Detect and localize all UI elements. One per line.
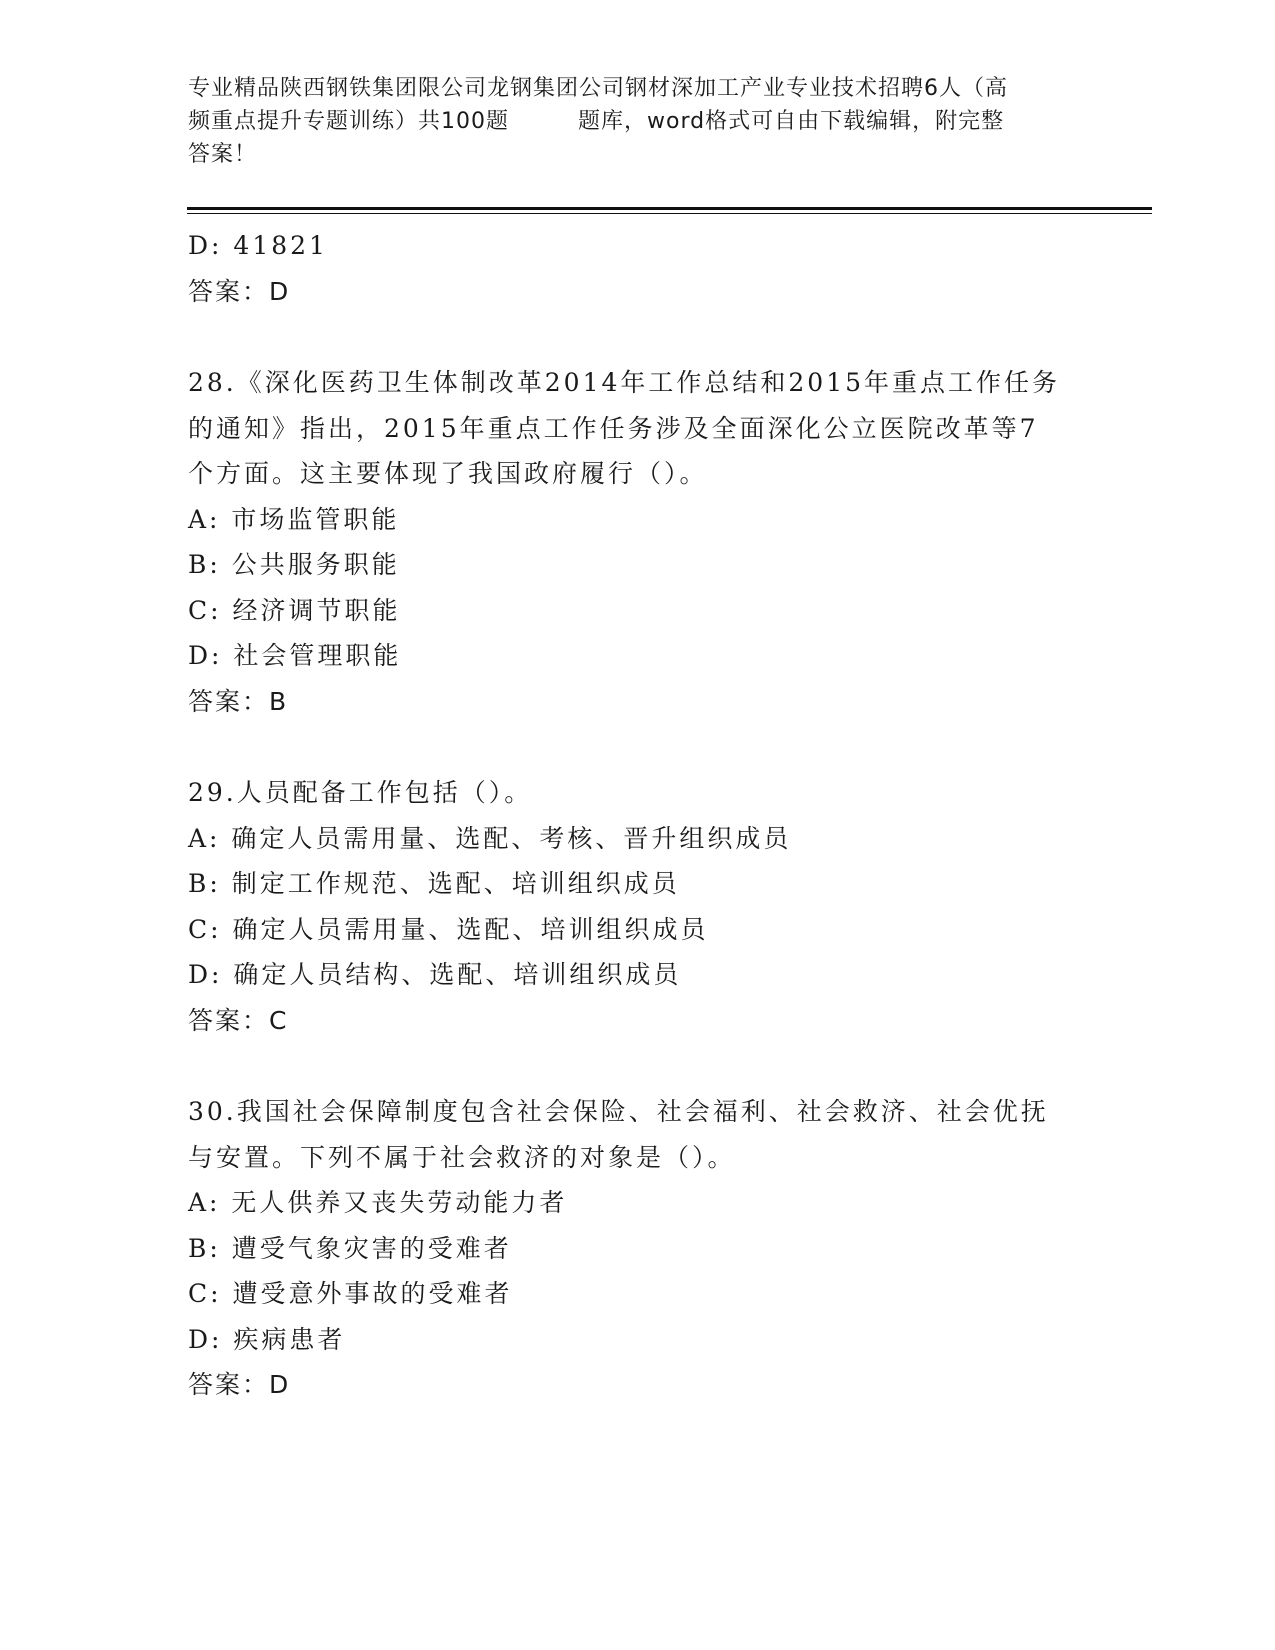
option-d: D: 确定人员结构、选配、培训组织成员 (188, 960, 682, 989)
header-title-line-1: 专业精品陕西钢铁集团限公司龙钢集团公司钢材深加工产业专业技术招聘6人（高 (188, 76, 1008, 101)
header-divider-thick (187, 207, 1152, 210)
document-header (188, 72, 1088, 171)
question-stem-line: 29.人员配备工作包括（）。 (188, 778, 533, 807)
option-a: A: 无人供养又丧失劳动能力者 (188, 1188, 568, 1217)
option-b: B: 遭受气象灾害的受难者 (188, 1233, 512, 1263)
option-b: B: 制定工作规范、选配、培训组织成员 (188, 869, 680, 898)
option-d: D: 疾病患者 (188, 1324, 346, 1354)
question-28 (188, 360, 1088, 724)
option-d: D: 41821 (188, 231, 328, 260)
question-29 (188, 770, 1088, 1043)
answer-line: 答案：D (188, 276, 291, 306)
option-d: D: 社会管理职能 (188, 641, 402, 670)
option-c: C: 遭受意外事故的受难者 (188, 1279, 513, 1308)
question-30 (188, 1089, 1088, 1408)
header-title-line-2: 频重点提升专题训练）共100题 题库，word格式可自由下载编辑，附完整 (188, 109, 1005, 134)
question-stem-line: 30.我国社会保障制度包含社会保险、社会福利、社会救济、社会优抚 (188, 1097, 1049, 1126)
option-a: A: 确定人员需用量、选配、考核、晋升组织成员 (188, 823, 792, 853)
option-b: B: 公共服务职能 (188, 550, 400, 579)
question-stem-line: 的通知》指出，2015年重点工作任务涉及全面深化公立医院改革等7 (188, 413, 1039, 443)
answer-line: 答案：D (188, 1370, 291, 1399)
question-stem-line: 个方面。这主要体现了我国政府履行（）。 (188, 459, 708, 488)
question-stem-line: 28.《深化医药卫生体制改革2014年工作总结和2015年重点工作任务 (188, 368, 1061, 397)
question-list (188, 223, 1088, 1408)
option-c: C: 经济调节职能 (188, 595, 401, 625)
header-title-line-3: 答案！ (188, 142, 258, 167)
question-stem-line: 与安置。下列不属于社会救济的对象是（）。 (188, 1142, 736, 1172)
answer-line: 答案：C (188, 1005, 289, 1035)
option-c: C: 确定人员需用量、选配、培训组织成员 (188, 914, 709, 944)
header-divider-thin (187, 213, 1152, 214)
spacer (188, 724, 1088, 770)
previous-question-tail (188, 223, 1088, 314)
spacer (188, 314, 1088, 360)
spacer (188, 1043, 1088, 1089)
answer-line: 答案：B (188, 686, 289, 716)
option-a: A: 市场监管职能 (188, 504, 400, 534)
